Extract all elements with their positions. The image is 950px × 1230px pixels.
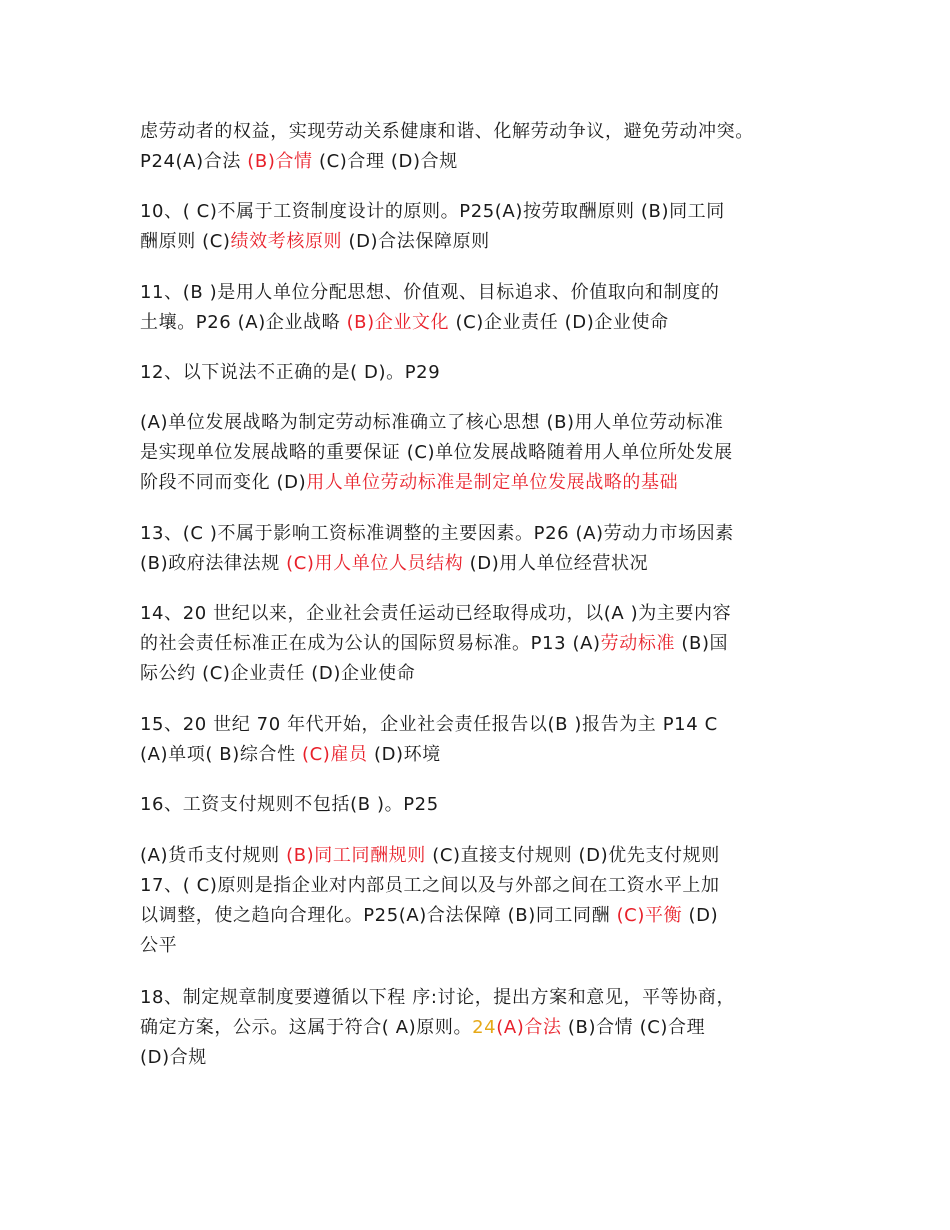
text-segment: 土壤。P26 (A)企业战略	[140, 312, 347, 333]
text-segment: (D)合法保障原则	[342, 231, 490, 252]
text-segment: (A)货币支付规则	[140, 845, 287, 866]
text-line	[140, 931, 177, 961]
text-line	[140, 117, 754, 147]
text-segment: 18、制定规章制度要遵循以下程 序:讨论，提出方案和意见，平等协商，	[140, 987, 736, 1008]
text-line	[140, 147, 458, 177]
text-segment: (D)	[682, 905, 719, 926]
text-segment: 阶段不同而变化 (D)	[140, 472, 307, 493]
text-segment: (B)合情 (C)合理	[561, 1017, 706, 1038]
text-line	[140, 519, 734, 549]
text-line	[140, 790, 439, 820]
text-line	[140, 358, 440, 388]
text-segment: 酬原则 (C)	[140, 231, 231, 252]
answer-text: (B)同工同酬规则	[286, 845, 426, 866]
text-segment: 确定方案，公示。这属于符合( A)原则。	[140, 1017, 473, 1038]
text-line	[140, 1043, 207, 1073]
text-segment: (C)合理 (D)合规	[312, 151, 458, 172]
text-segment: 15、20 世纪 70 年代开始，企业社会责任报告以(B )报告为主 P14 C	[140, 714, 718, 735]
text-line	[140, 278, 719, 308]
text-line	[140, 629, 728, 659]
answer-text: 绩效考核原则	[230, 231, 343, 252]
answer-text: (A)合法	[496, 1017, 562, 1038]
answer-text: (B)合情	[247, 151, 313, 172]
text-segment: (B)国	[675, 633, 729, 654]
text-segment: 14、20 世纪以来，企业社会责任运动已经取得成功，以(A )为主要内容	[140, 603, 732, 624]
text-line	[140, 549, 648, 579]
text-line	[140, 308, 669, 338]
text-segment: 以调整，使之趋向合理化。P25(A)合法保障 (B)同工同酬	[140, 905, 617, 926]
text-line	[140, 227, 490, 257]
text-segment: 际公约 (C)企业责任 (D)企业使命	[140, 663, 416, 684]
text-segment: 是实现单位发展战略的重要保证 (C)单位发展战略随着用人单位所处发展	[140, 442, 733, 463]
text-segment: (D)用人单位经营状况	[463, 553, 649, 574]
text-line	[140, 710, 718, 740]
text-segment: 公平	[140, 935, 178, 956]
answer-text: (C)用人单位人员结构	[286, 553, 464, 574]
text-segment: 16、工资支付规则不包括(B )。P25	[140, 794, 439, 815]
text-segment: (D)环境	[367, 744, 441, 765]
answer-text: 用人单位劳动标准是制定单位发展战略的基础	[306, 472, 679, 493]
text-line	[140, 841, 720, 871]
answer-text: (C)平衡	[616, 905, 683, 926]
text-segment: 11、(B )是用人单位分配思想、价值观、目标追求、价值取向和制度的	[140, 282, 720, 303]
text-segment: (C)企业责任 (D)企业使命	[449, 312, 669, 333]
text-segment: 10、( C)不属于工资制度设计的原则。P25(A)按劳取酬原则 (B)同工同	[140, 201, 725, 222]
text-line	[140, 871, 720, 901]
text-line	[140, 659, 415, 689]
text-line	[140, 1013, 705, 1043]
text-segment: 17、( C)原则是指企业对内部员工之间以及与外部之间在工资水平上加	[140, 875, 720, 896]
text-line	[140, 438, 733, 468]
answer-text: (B)企业文化	[346, 312, 450, 333]
text-line	[140, 599, 731, 629]
text-line	[140, 901, 718, 931]
text-line	[140, 468, 678, 498]
text-line	[140, 197, 725, 227]
highlight-text: 24	[472, 1017, 497, 1038]
answer-text: (C)雇员	[302, 744, 368, 765]
text-segment: 的社会责任标准正在成为公认的国际贸易标准。P13 (A)	[140, 633, 601, 654]
text-segment: (B)政府法律法规	[140, 553, 287, 574]
text-segment: (A)单项( B)综合性	[140, 744, 302, 765]
text-line	[140, 983, 735, 1013]
text-segment: 12、以下说法不正确的是( D)。P29	[140, 362, 441, 383]
text-line	[140, 408, 723, 438]
text-segment: (A)单位发展战略为制定劳动标准确立了核心思想 (B)用人单位劳动标准	[140, 412, 724, 433]
text-line	[140, 740, 441, 770]
text-segment: (D)合规	[140, 1047, 207, 1068]
text-segment: P24(A)合法	[140, 151, 248, 172]
text-segment: 虑劳动者的权益，实现劳动关系健康和谐、化解劳动争议，避免劳动冲突。	[140, 121, 754, 142]
text-segment: (C)直接支付规则 (D)优先支付规则	[425, 845, 720, 866]
text-segment: 13、(C )不属于影响工资标准调整的主要因素。P26 (A)劳动力市场因素	[140, 523, 734, 544]
answer-text: 劳动标准	[600, 633, 676, 654]
